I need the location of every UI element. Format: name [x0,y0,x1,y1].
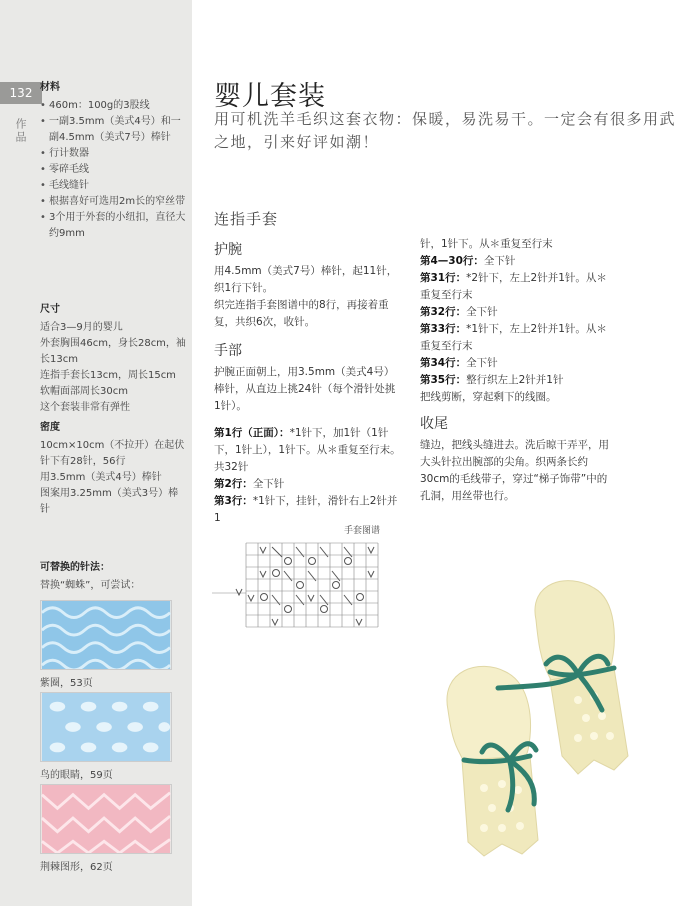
material-item: • 一副3.5mm（美式4号）和一副4.5mm（美式7号）棒针 [40,114,186,146]
row-label: 第32行： [420,306,467,318]
row-text: *2针下，左上2针并1针。从＊重复至行末 [420,272,607,301]
alternatives-block [40,560,186,594]
row-label: 第2行： [214,478,253,490]
gauge-heading: 密度 [40,422,60,433]
material-item: • 根据喜好可选用2m长的窄丝带 [40,194,186,210]
row-text: *1针下，挂针，滑针右上2针并1 [214,495,398,524]
swatch-caption: 荆棘图形，62页 [40,862,113,873]
row-label: 第4—30行： [420,255,484,267]
materials-block [40,80,186,242]
section-title: 连指手套 [214,210,279,228]
size-line: 适合3—9月的婴儿 [40,322,123,333]
material-item: • 行计数器 [40,146,186,162]
row-text: 针，1针下。从＊重复至行末 [420,238,553,250]
row-text: 把线剪断，穿起剩下的线圈。 [420,391,557,403]
swatch-image-3 [40,784,172,854]
row-instruction [420,304,616,321]
cuff-heading: 护腕 [214,242,242,258]
row-instruction [214,425,402,476]
finishing-heading: 收尾 [420,416,448,432]
row-label: 第1行（正面）： [214,427,290,439]
row-text: 整行织左上2针并1针 [466,374,564,386]
mittens-photo [418,560,680,860]
gauge-line: 图案用3.25mm（美式3号）棒针 [40,488,179,515]
row-text: 全下针 [466,357,498,369]
size-line: 这个套装非常有弹性 [40,402,130,413]
row-label: 第31行： [420,272,467,284]
cuff-text: 织完连指手套图谱中的8行，再接着重复，共织6次，收针。 [214,299,389,328]
material-item: • 3个用于外套的小纽扣，直径大约9mm [40,210,186,242]
row-label: 第33行： [420,323,467,335]
row-text: *1针下，加1针（1针下，1针上），1针下。从＊重复至行末。共32针 [214,427,401,473]
instructions-col-1 [214,236,402,527]
cuff-text: 用4.5mm（美式7号）棒针，起11针，织1行下针。 [214,265,398,294]
materials-list [40,98,186,242]
materials-heading: 材料 [40,82,60,93]
row-text: 全下针 [466,306,498,318]
row-instruction [420,270,616,304]
swatch-image-2 [40,692,172,762]
row-text: 全下针 [252,478,285,490]
row-label: 第34行： [420,357,467,369]
row-instruction [420,372,616,389]
material-item: • 460m：100g的3股线 [40,98,186,114]
size-line: 连指手套长13cm，周长15cm [40,370,176,381]
row-instruction [420,253,616,270]
swatch-caption: 鸟的眼睛，59页 [40,770,113,781]
row-instruction [214,476,402,493]
material-item: • 毛线缝针 [40,178,186,194]
page-title: 婴儿套装 [214,81,326,112]
row-instruction [420,321,616,355]
intro-text: 用可机洗羊毛织这套衣物：保暖，易洗易干。一定会有很多用武之地，引来好评如潮！ [214,110,677,151]
knitting-chart [210,535,390,635]
row-label: 第35行： [420,374,467,386]
row-instruction [214,493,402,527]
hand-heading: 手部 [214,343,242,359]
instructions-col-2 [420,236,616,505]
gauge-line: 10cm×10cm（不拉开）在起伏针下有28针，56行 [40,440,185,467]
size-block [40,302,186,416]
swatch-image-1 [40,600,172,670]
page-number: 132 [0,82,42,104]
size-line: 软帽面部周长30cm [40,386,128,397]
row-text: 全下针 [483,255,516,267]
row-label: 第3行： [214,495,253,507]
swatch-caption: 紫圈，53页 [40,678,93,689]
row-instruction [420,355,616,372]
material-item: • 零碎毛线 [40,162,186,178]
gauge-line: 用3.5mm（美式4号）棒针 [40,472,162,483]
alternatives-intro: 替换“蜘蛛”，可尝试： [40,580,141,591]
chart-title: 手套图谱 [344,526,381,536]
finishing-text: 缝边，把线头缝进去。洗后晾干弄平，用大头针拉出腕部的尖角。织两条长约30cm的毛线带子，穿过“梯子饰带”中的孔洞，用丝带也行。 [420,439,609,502]
size-line: 外套胸围46cm，身长28cm，袖长13cm [40,338,186,365]
size-heading: 尺寸 [40,304,60,315]
alternatives-heading: 可替换的针法： [40,562,110,573]
gauge-block [40,420,186,518]
hand-text: 护腕正面朝上，用3.5mm（美式4号）棒针，从直边上挑24针（每个滑针处挑1针）。 [214,366,396,412]
row-text: *1针下，左上2针并1针。从＊重复至行末 [420,323,607,352]
section-label: 作品 [14,118,27,144]
